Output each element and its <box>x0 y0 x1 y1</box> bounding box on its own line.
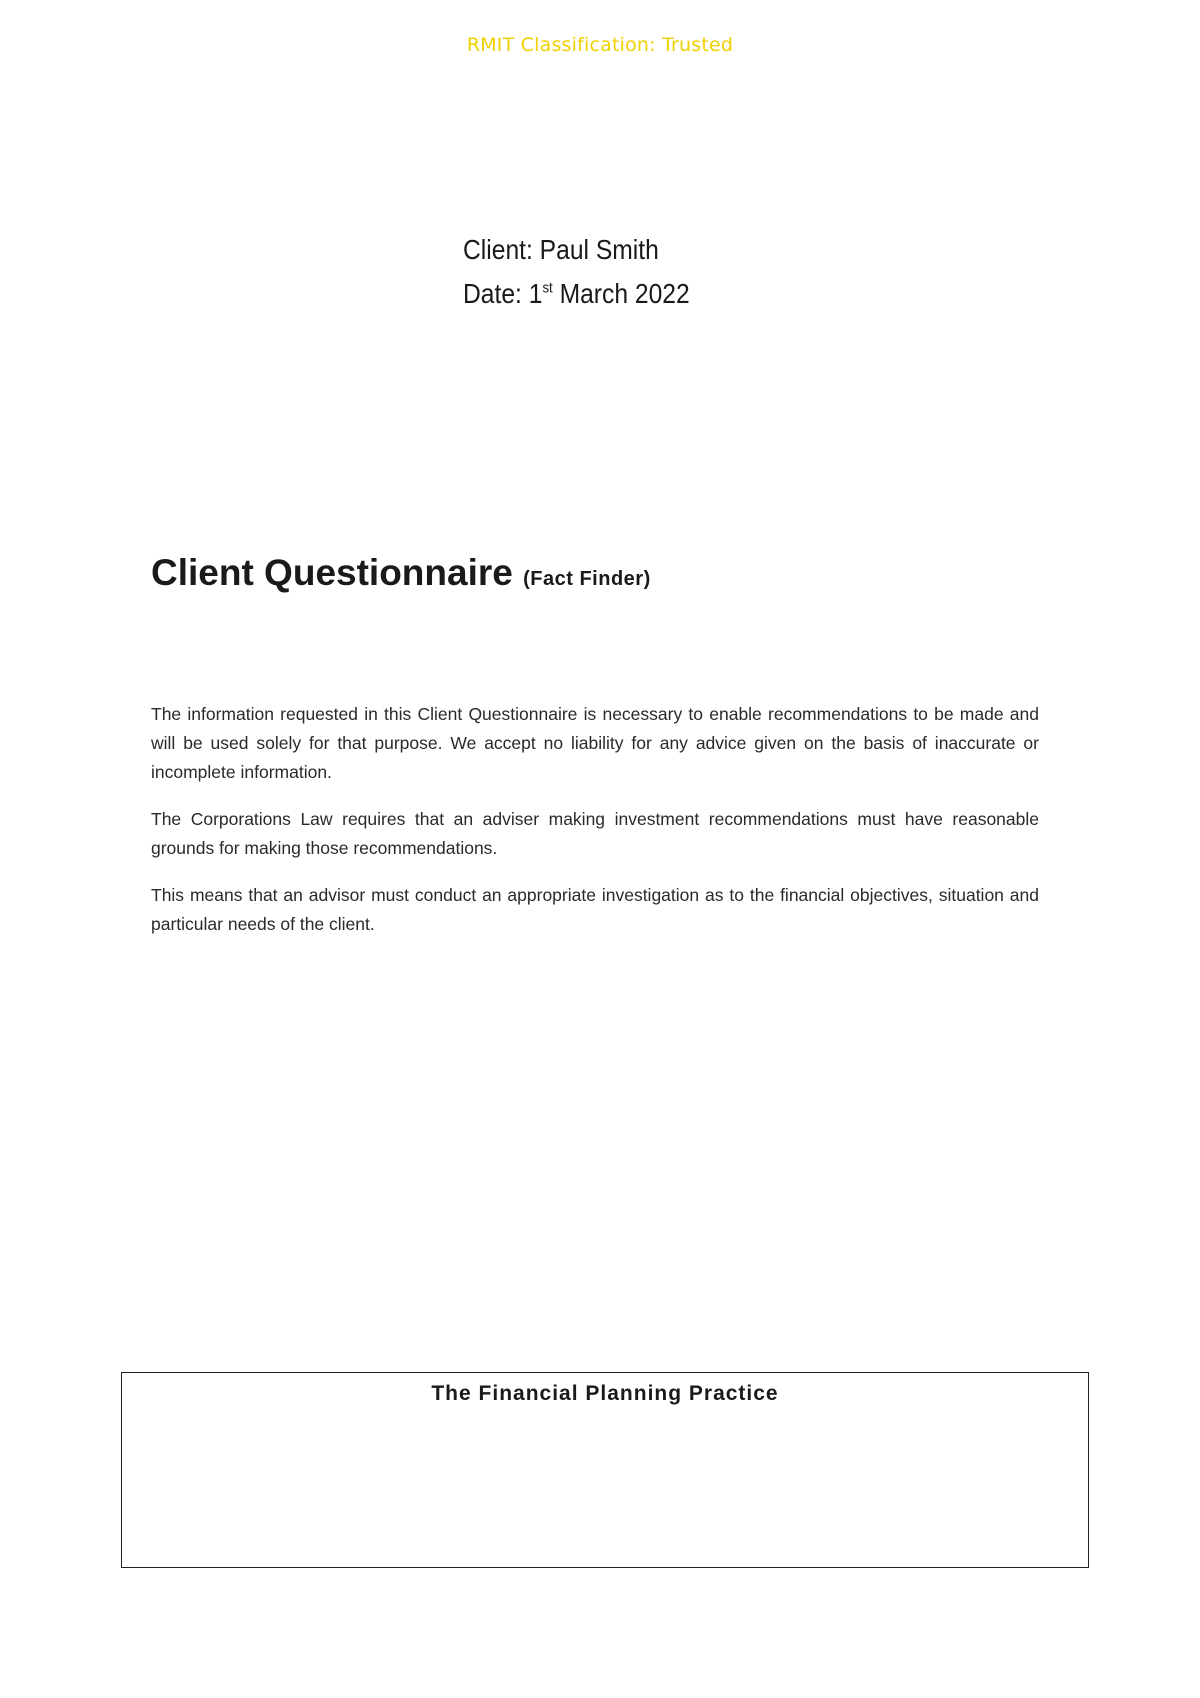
practice-name: The Financial Planning Practice <box>431 1382 779 1405</box>
document-title-block <box>151 552 651 594</box>
intro-text <box>151 700 1039 957</box>
date-superscript: st <box>542 279 553 297</box>
client-info <box>463 228 690 316</box>
client-name: Client: Paul Smith <box>463 234 659 265</box>
date-prefix: Date: 1 <box>463 278 543 309</box>
paragraph: This means that an advisor must conduct an appropriate investigation as to the financial objectives, situation and particular needs of the client. <box>151 885 1039 934</box>
paragraph: The information requested in this Client Questionnaire is necessary to enable recommendations to be made and will be used solely for that purpose. We accept no liability for any advice given on the basis of inaccurate or incomplete information. <box>151 704 1039 782</box>
client-date <box>463 272 690 316</box>
practice-box <box>121 1372 1089 1568</box>
document-subtitle: (Fact Finder) <box>523 568 651 590</box>
classification-label: RMIT Classification: Trusted <box>466 34 734 56</box>
document-title: Client Questionnaire <box>151 552 513 593</box>
date-suffix: March 2022 <box>552 278 690 309</box>
paragraph: The Corporations Law requires that an adviser making investment recommendations must have reasonable grounds for making those recommendations. <box>151 809 1039 858</box>
